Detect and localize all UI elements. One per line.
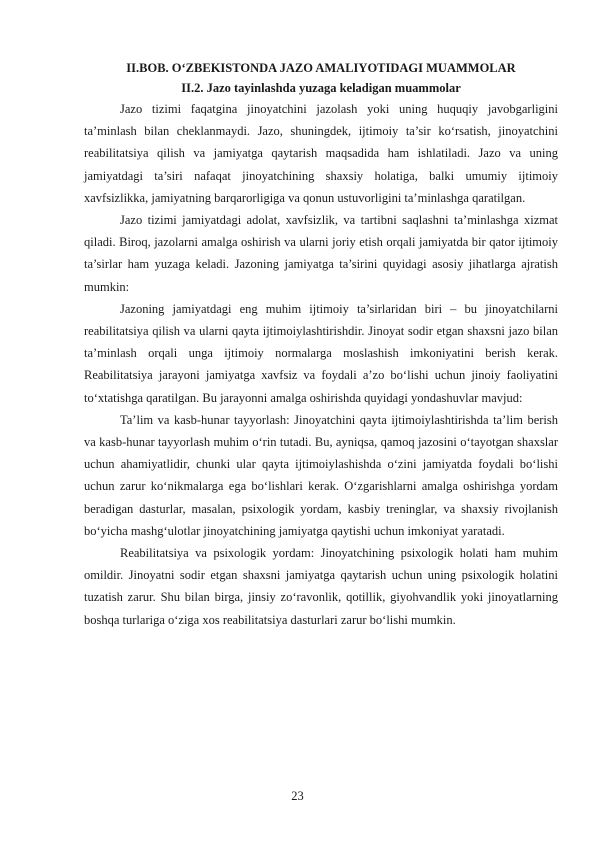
paragraph-4-text: Ta’lim va kasb-hunar tayyorlash: Jinoyatchini qayta ijtimoiylashtirishda ta’lim berish va kasb-hunar tayyorlash muhim o‘rin tutadi. Bu, ayniqsa, qamoq jazosini o‘tayotgan shaxslar uchun ahamiyatlidir, chunki ular qayta ijtimoiylashishda o‘zini jamiyatda foydali bo‘lishi uchun zarur ko‘nikmalarga ega bo‘lishlari kerak. O‘zgarishlarni amalga oshirishga yordam beradigan dasturlar, masalan, psixologik yordam, kasbiy treninglar, va shaxsiy rivojlanish bo‘yicha mashg‘ulotlar jinoyatchining jamiyatga qaytishi uchun imkoniyat yaratadi.	[84, 412, 558, 538]
page-number: 23	[291, 789, 304, 803]
paragraph-1	[84, 98, 558, 209]
section-title: II.2. Jazo tayinlashda yuzaga keladigan muammolar	[181, 81, 461, 95]
paragraph-5	[84, 542, 558, 631]
paragraph-2-text: Jazo tizimi jamiyatdagi adolat, xavfsizlik, va tartibni saqlashni ta’minlashga xizmat qiladi. Biroq, jazolarni amalga oshirish va ularni joriy etish orqali jamiyatda bir qator ijtimoiy ta’sirlar ham yuzaga keladi. Jazoning jamiyatga ta’sirini quyidagi asosiy jihatlarga ajratish mumkin:	[84, 213, 558, 294]
paragraph-3-text: Jazoning jamiyatdagi eng muhim ijtimoiy ta’sirlaridan biri – bu jinoyatchilarni reabilitatsiya qilish va ularni qayta ijtimoiylashtirishdir. Jinoyat sodir etgan shaxsni jazo bilan ta’minlash orqali unga ijtimoiy normalarga moslashish imkoniyatini berish kerak. Reabilitatsiya jarayoni jamiyatga xavfsiz va foydali a’zo bo‘lishi uchun jinoiy faoliyatini to‘xtatishga qaratilgan. Bu jarayonni amalga oshirishda quyidagi yondashuvlar mavjud:	[84, 301, 558, 405]
paragraph-5-text: Reabilitatsiya va psixologik yordam: Jinoyatchining psixologik holati ham muhim omildir. Jinoyatni sodir etgan shaxsni jamiyatga qaytarish uchun uning psixologik holatini tuzatish zarur. Shu bilan birga, jinsiy zo‘ravonlik, qotillik, giyohvandlik yoki jinoyatlarning boshqa turlariga o‘ziga xos reabilitatsiya dasturlari zarur bo‘lishi mumkin.	[84, 546, 558, 627]
paragraph-1-text: Jazo tizimi faqatgina jinoyatchini jazolash yoki uning huquqiy javobgarligini ta’minlash bilan cheklanmaydi. Jazo, shuningdek, ijtimoiy ta’sir ko‘rsatish, jinoyatchini reabilitatsiya qilish va jamiyatga qaytarish maqsadida ham ishlatiladi. Jazo va uning jamiyatdagi ta’siri nafaqat jinoyatchining shaxsiy holatiga, balki umumiy ijtimoiy xavfsizlikka, jamiyatning barqarorligiga va qonun ustuvorligini ta’minlashga qaratilgan.	[84, 102, 558, 205]
paragraph-3	[84, 298, 558, 409]
page-content	[84, 58, 558, 631]
paragraph-4	[84, 409, 558, 542]
chapter-title: II.BOB. O‘ZBEKISTONDA JAZO AMALIYOTIDAGI MUAMMOLAR	[126, 61, 516, 75]
paragraph-2	[84, 209, 558, 298]
